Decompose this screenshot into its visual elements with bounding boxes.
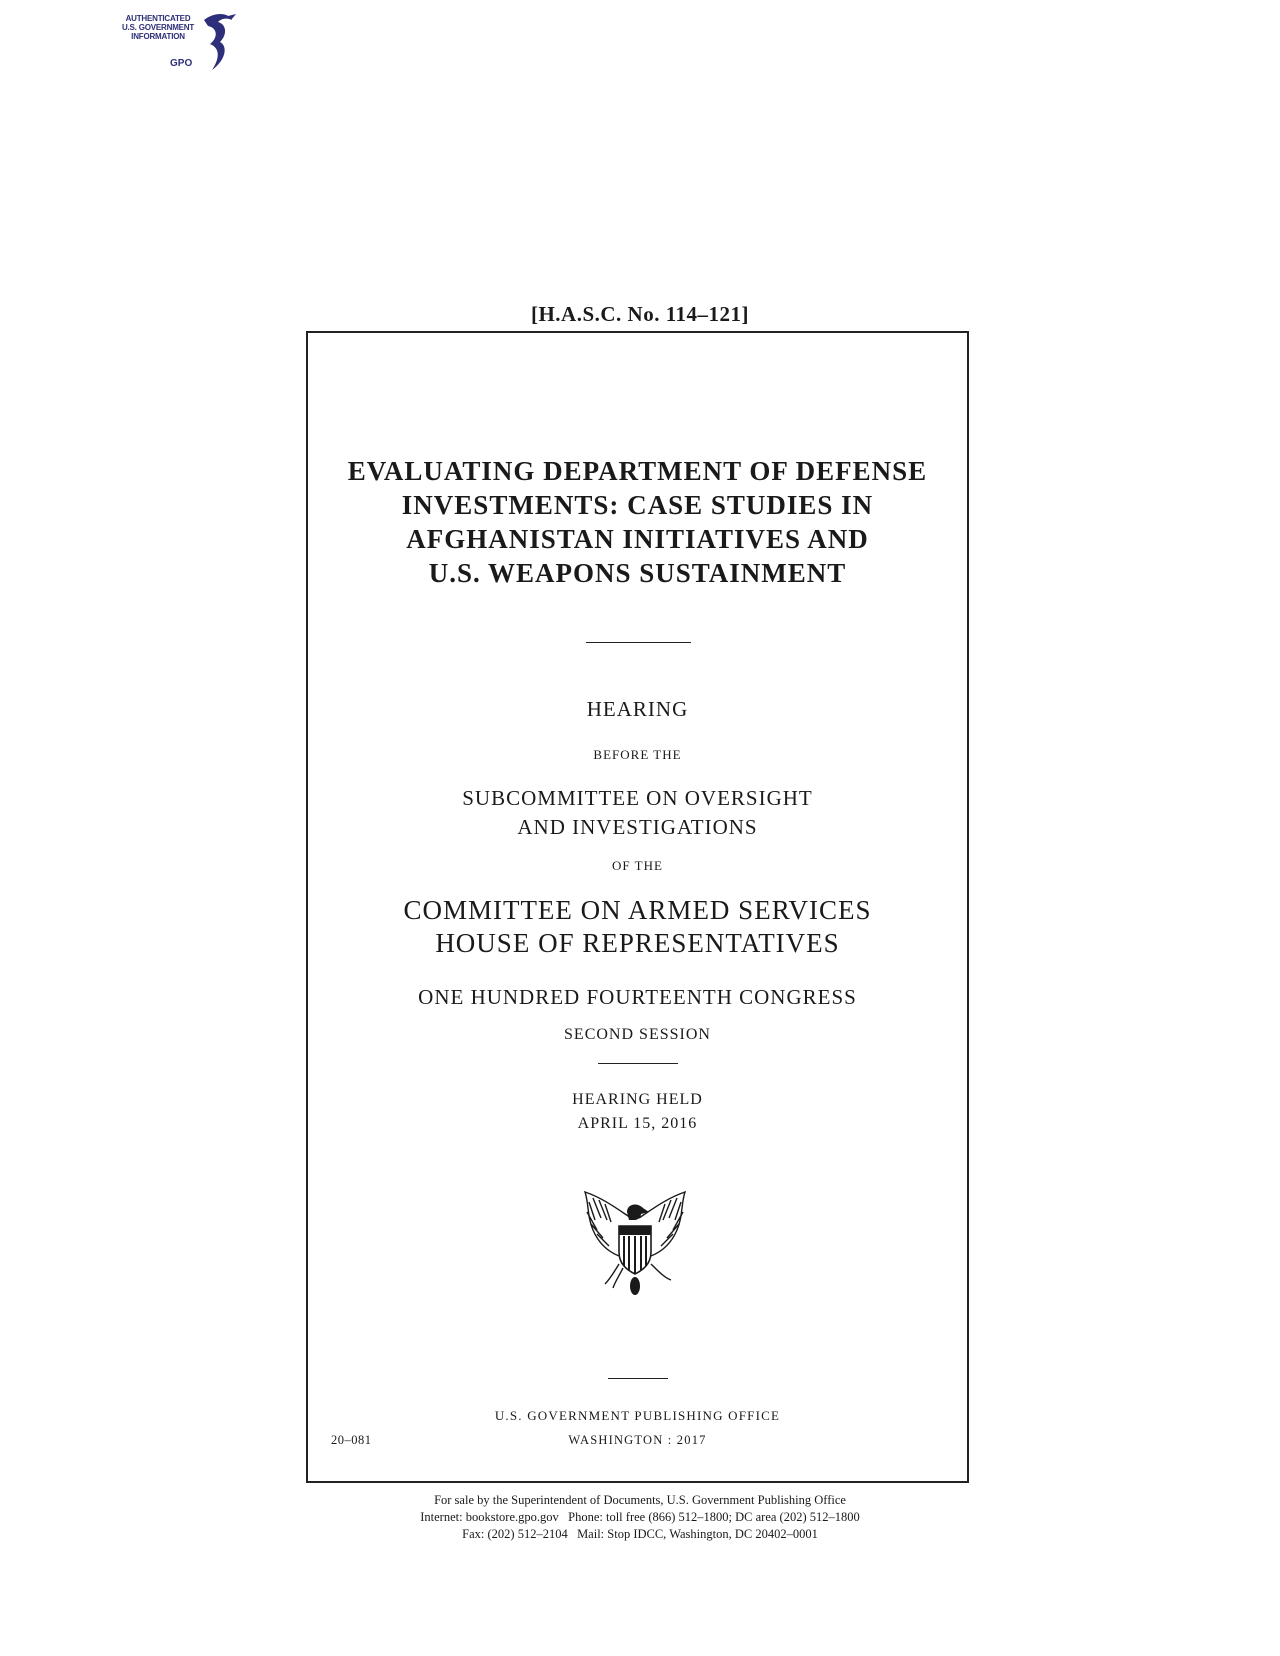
title-line-4: U.S. WEAPONS SUSTAINMENT xyxy=(428,558,847,588)
committee-name xyxy=(308,894,967,960)
hearing-date: APRIL 15, 2016 xyxy=(577,1115,698,1132)
session-label: SECOND SESSION xyxy=(564,1026,711,1043)
hearing-held-block xyxy=(308,1088,967,1136)
divider-rule xyxy=(598,1063,678,1064)
divider-rule xyxy=(608,1378,668,1379)
hearing-title xyxy=(308,454,967,590)
logo-line-2: U.S. GOVERNMENT xyxy=(121,23,195,32)
hearing-held-label: HEARING HELD xyxy=(572,1091,703,1108)
divider-rule xyxy=(586,642,691,643)
publisher-name: U.S. GOVERNMENT PUBLISHING OFFICE xyxy=(494,1408,781,1423)
of-the-label: OF THE xyxy=(612,858,663,873)
before-the-label: BEFORE THE xyxy=(593,747,682,762)
title-line-1: EVALUATING DEPARTMENT OF DEFENSE xyxy=(347,456,928,486)
title-line-3: AFGHANISTAN INITIATIVES AND xyxy=(406,524,869,554)
logo-gpo-mark: GPO xyxy=(170,58,193,69)
committee-line-1: COMMITTEE ON ARMED SERVICES xyxy=(403,895,872,925)
title-page-frame xyxy=(306,331,969,1483)
report-number: [H.A.S.C. No. 114–121] xyxy=(530,302,750,326)
subcommittee-line-2: AND INVESTIGATIONS xyxy=(517,815,758,839)
logo-line-1: AUTHENTICATED xyxy=(125,14,191,23)
place-and-year: WASHINGTON : 2017 xyxy=(568,1433,707,1447)
subcommittee-line-1: SUBCOMMITTEE ON OVERSIGHT xyxy=(462,786,813,810)
sales-line-3: Fax: (202) 512–2104 Mail: Stop IDCC, Washington, DC 20402–0001 xyxy=(462,1527,818,1541)
title-line-2: INVESTMENTS: CASE STUDIES IN xyxy=(401,490,874,520)
logo-line-3: INFORMATION xyxy=(131,32,185,41)
sales-line-1: For sale by the Superintendent of Documents, U.S. Government Publishing Office xyxy=(434,1493,846,1507)
authenticated-gpo-logo xyxy=(100,8,240,76)
congress-label: ONE HUNDRED FOURTEENTH CONGRESS xyxy=(418,985,857,1009)
hearing-label: HEARING xyxy=(586,697,689,721)
subcommittee-name xyxy=(308,784,967,842)
gpo-eagle-swoosh-icon xyxy=(198,10,238,76)
sales-line-2: Internet: bookstore.gpo.gov Phone: toll free (866) 512–1800; DC area (202) 512–1800 xyxy=(420,1510,860,1524)
logo-text xyxy=(108,14,208,41)
great-seal-eagle-icon xyxy=(579,1190,691,1298)
committee-line-2: HOUSE OF REPRESENTATIVES xyxy=(435,928,840,958)
sales-information xyxy=(0,1492,1280,1543)
document-code: 20–081 xyxy=(331,1433,372,1447)
